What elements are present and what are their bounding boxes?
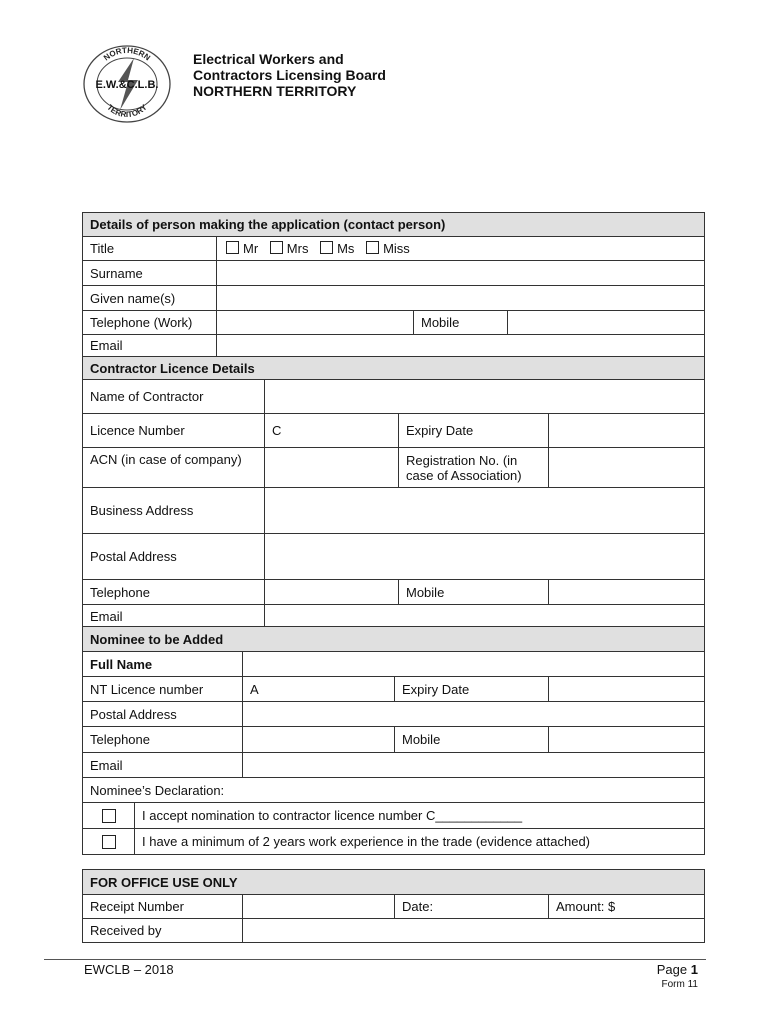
given-name-label: Given name(s) — [83, 286, 217, 311]
contractor-heading: Contractor Licence Details — [83, 357, 705, 380]
contractor-name-label: Name of Contractor — [83, 380, 265, 414]
email-field[interactable] — [217, 335, 705, 357]
contractor-mobile-field[interactable] — [549, 580, 705, 605]
contractor-email-field[interactable] — [265, 605, 705, 629]
contractor-name-field[interactable] — [265, 380, 705, 414]
ewclb-logo — [82, 44, 172, 124]
title-mrs-checkbox[interactable] — [270, 241, 283, 254]
title-mrs-label: Mrs — [286, 241, 309, 256]
received-by-label: Received by — [83, 919, 243, 943]
svg-text:TERRITORY: TERRITORY — [105, 102, 149, 120]
registration-label-line-1: Registration No. (in — [406, 452, 518, 468]
nominee-postal-field[interactable] — [243, 702, 705, 727]
receipt-number-field[interactable] — [243, 895, 395, 919]
title-miss-checkbox[interactable] — [366, 241, 379, 254]
title-mr-label: Mr — [243, 241, 259, 256]
org-line-1: Electrical Workers and — [193, 51, 344, 67]
org-line-3: NORTHERN TERRITORY — [193, 83, 357, 99]
office-use-table — [82, 869, 705, 943]
full-name-field[interactable] — [243, 652, 705, 677]
contractor-licence-table — [82, 356, 705, 629]
surname-label: Surname — [83, 261, 217, 286]
title-ms-label: Ms — [337, 241, 355, 256]
title-ms-checkbox[interactable] — [320, 241, 333, 254]
nominee-email-label: Email — [83, 753, 243, 778]
contractor-tel-field[interactable] — [265, 580, 399, 605]
contractor-email-label: Email — [83, 605, 265, 629]
page-number: 1 — [690, 962, 698, 977]
contractor-mobile-label: Mobile — [399, 580, 549, 605]
form-number: Form 11 — [661, 979, 698, 990]
logo-initials: E.W.&C.L.B. — [95, 79, 159, 91]
nominee-postal-label: Postal Address — [83, 702, 243, 727]
title-options — [217, 237, 705, 261]
registration-field[interactable] — [549, 448, 705, 488]
tel-work-label: Telephone (Work) — [83, 311, 217, 335]
contractor-tel-label: Telephone — [83, 580, 265, 605]
business-address-field[interactable] — [265, 488, 705, 534]
office-date-label: Date: — [395, 895, 549, 919]
title-label: Title — [83, 237, 217, 261]
nominee-expiry-label: Expiry Date — [395, 677, 549, 702]
footer-divider — [44, 959, 706, 960]
nominee-tel-field[interactable] — [243, 727, 395, 753]
business-address-label: Business Address — [83, 488, 265, 534]
contact-person-table — [82, 212, 705, 357]
mobile-field[interactable] — [508, 311, 705, 335]
registration-label — [399, 448, 549, 488]
nt-licence-label: NT Licence number — [83, 677, 243, 702]
title-miss-label: Miss — [383, 241, 410, 256]
office-amount-label: Amount: $ — [549, 895, 705, 919]
org-heading — [193, 51, 386, 99]
declaration-label: Nominee’s Declaration: — [83, 778, 705, 803]
nominee-heading: Nominee to be Added — [83, 627, 705, 652]
receipt-number-label: Receipt Number — [83, 895, 243, 919]
licence-number-field[interactable]: C — [265, 414, 399, 448]
received-by-field[interactable] — [243, 919, 705, 943]
contact-heading: Details of person making the application (contact person) — [83, 213, 705, 237]
nominee-mobile-field[interactable] — [549, 727, 705, 753]
licence-number-label: Licence Number — [83, 414, 265, 448]
registration-label-line-2: case of Association) — [406, 467, 522, 483]
nominee-email-field[interactable] — [243, 753, 705, 778]
org-line-2: Contractors Licensing Board — [193, 67, 386, 83]
declaration-2-checkbox[interactable] — [102, 835, 116, 849]
office-heading: FOR OFFICE USE ONLY — [83, 870, 705, 895]
email-label: Email — [83, 335, 217, 357]
nominee-mobile-label: Mobile — [395, 727, 549, 753]
acn-field[interactable] — [265, 448, 399, 488]
declaration-2-text: I have a minimum of 2 years work experience in the trade (evidence attached) — [135, 829, 705, 855]
nominee-expiry-field[interactable] — [549, 677, 705, 702]
full-name-label: Full Name — [83, 652, 243, 677]
svg-text:NORTHERN: NORTHERN — [102, 45, 152, 63]
postal-address-label: Postal Address — [83, 534, 265, 580]
nt-licence-field[interactable]: A — [243, 677, 395, 702]
surname-field[interactable] — [217, 261, 705, 286]
mobile-label: Mobile — [414, 311, 508, 335]
acn-label: ACN (in case of company) — [83, 448, 265, 488]
footer-right — [657, 962, 698, 992]
declaration-2-cell — [83, 829, 135, 855]
title-mr-checkbox[interactable] — [226, 241, 239, 254]
footer-left: EWCLB – 2018 — [84, 962, 174, 977]
tel-work-field[interactable] — [217, 311, 414, 335]
expiry-date-label: Expiry Date — [399, 414, 549, 448]
postal-address-field[interactable] — [265, 534, 705, 580]
declaration-1-checkbox[interactable] — [102, 809, 116, 823]
page-word: Page — [656, 962, 688, 977]
declaration-1-text: I accept nomination to contractor licence number C____________ — [135, 803, 705, 829]
given-name-field[interactable] — [217, 286, 705, 311]
expiry-date-field[interactable] — [549, 414, 705, 448]
nominee-table — [82, 626, 705, 855]
nominee-tel-label: Telephone — [83, 727, 243, 753]
declaration-1-cell — [83, 803, 135, 829]
